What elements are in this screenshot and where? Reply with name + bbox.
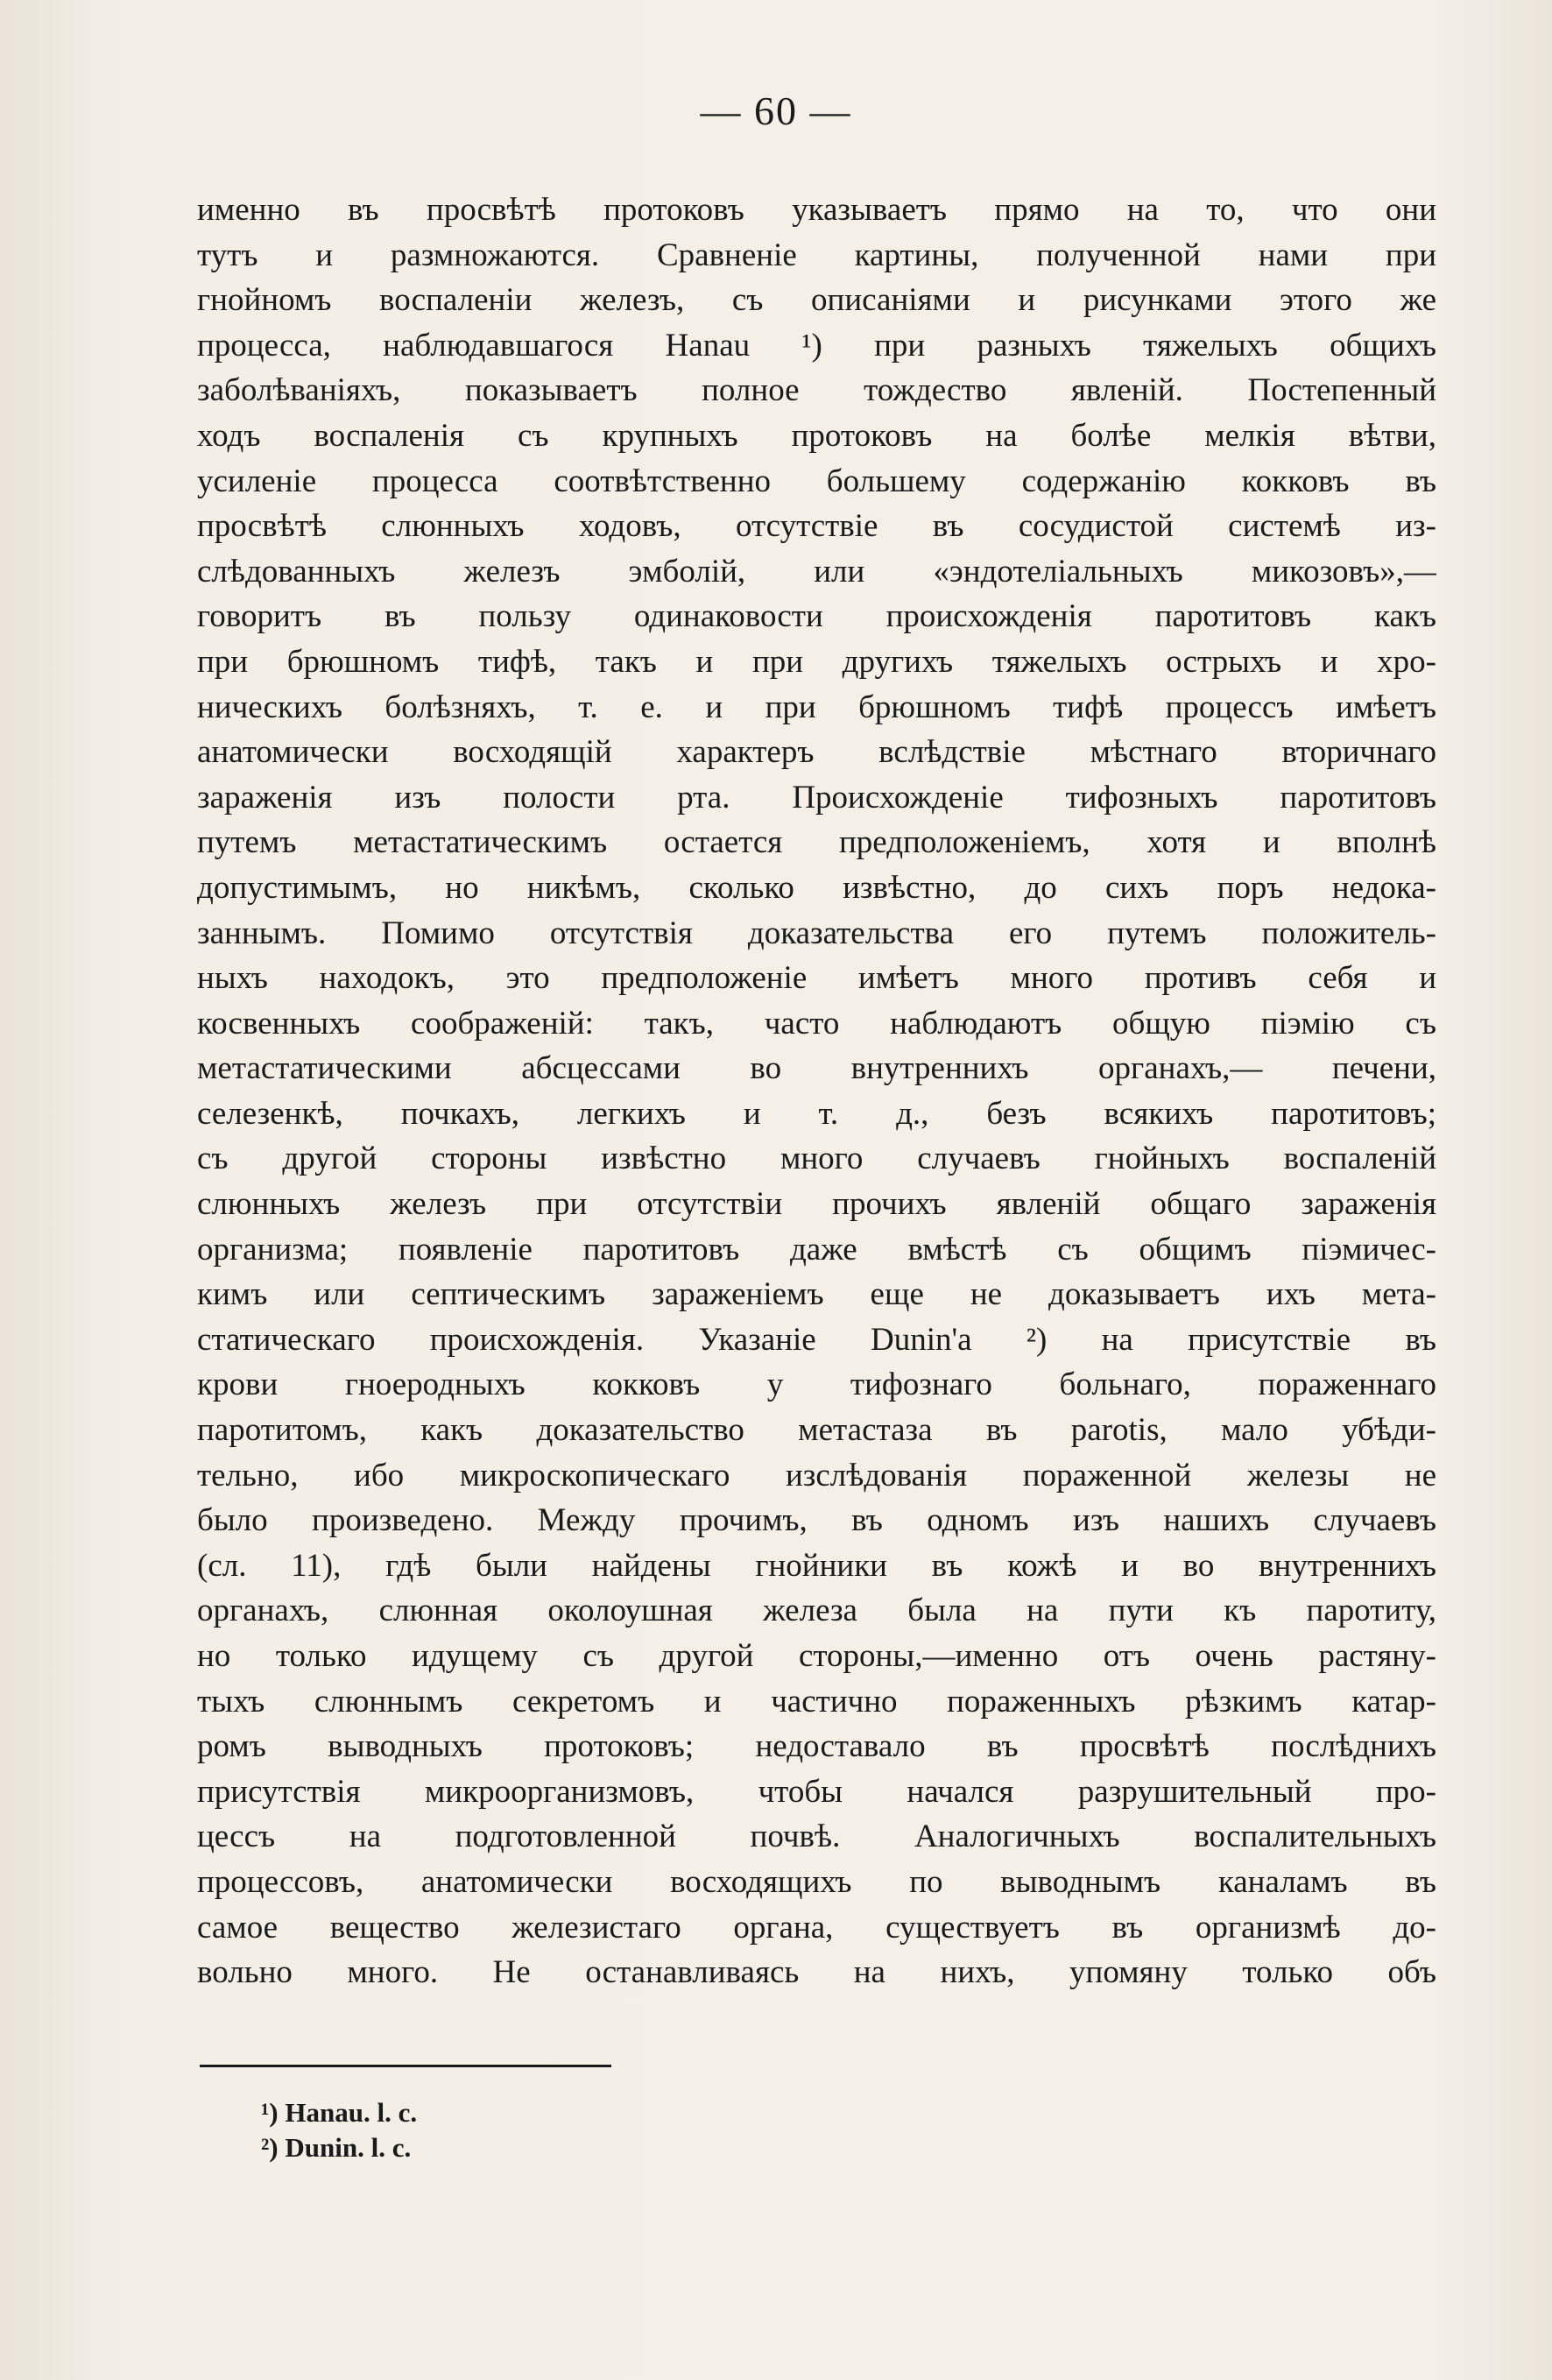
body-line: самое вещество железистаго органа, существуетъ въ организмѣ до- [197, 1909, 1436, 1946]
page-number: — 60 — [700, 88, 852, 133]
body-line: гнойномъ воспаленіи железъ, съ описаніями и рисунками этого же [197, 282, 1436, 319]
body-line: заболѣваніяхъ, показываетъ полное тождество явленій. Постепенный [197, 372, 1436, 409]
body-line: органахъ, слюнная околоушная железа была на пути къ паротиту, [197, 1593, 1436, 1629]
footnote-separator [200, 2065, 611, 2067]
body-line: ходъ воспаленія съ крупныхъ протоковъ на болѣе мелкія вѣтви, [197, 417, 1436, 454]
body-line: говоритъ въ пользу одинаковости происхожденія паротитовъ какъ [197, 598, 1436, 635]
body-line: заннымъ. Помимо отсутствія доказательства его путемъ положитель- [197, 915, 1436, 951]
body-line: паротитомъ, какъ доказательство метастаза въ parotis, мало убѣди- [197, 1412, 1436, 1449]
body-line: организма; появленіе паротитовъ даже вмѣстѣ съ общимъ піэмичес- [197, 1231, 1436, 1268]
body-line: просвѣтѣ слюнныхъ ходовъ, отсутствіе въ сосудистой системѣ из- [197, 508, 1436, 545]
body-line: (сл. 11), гдѣ были найдены гнойники въ кожѣ и во внутреннихъ [197, 1547, 1436, 1584]
body-line: путемъ метастатическимъ остается предположеніемъ, хотя и вполнѣ [197, 824, 1436, 861]
body-line: слѣдованныхъ железъ эмболій, или «эндотеліальныхъ микозовъ»,— [197, 553, 1436, 590]
body-line: крови гноеродныхъ кокковъ у тифознаго больнаго, пораженнаго [197, 1367, 1436, 1403]
body-line: ромъ выводныхъ протоковъ; недоставало въ просвѣтѣ послѣднихъ [197, 1728, 1436, 1765]
body-line: было произведено. Между прочимъ, въ одномъ изъ нашихъ случаевъ [197, 1502, 1436, 1539]
body-line: метастатическими абсцессами во внутреннихъ органахъ,— печени, [197, 1050, 1436, 1087]
body-line: тутъ и размножаются. Сравненіе картины, полученной нами при [197, 237, 1436, 273]
footnote-2: ²) Dunin. l. c. [261, 2132, 412, 2163]
body-line: статическаго происхожденія. Указаніе Dunin'a ²) на присутствіе въ [197, 1321, 1436, 1358]
body-line: усиленіе процесса соотвѣтственно большему содержанію кокковъ въ [197, 463, 1436, 499]
body-line: цессъ на подготовленной почвѣ. Аналогичныхъ воспалительныхъ [197, 1819, 1436, 1855]
body-line: именно въ просвѣтѣ протоковъ указываетъ прямо на то, что они [197, 192, 1436, 228]
footnotes [261, 2095, 417, 2165]
body-line: допустимымъ, но никѣмъ, сколько извѣстно, до сихъ поръ недока- [197, 869, 1436, 906]
body-text [197, 187, 1436, 1995]
body-line: присутствія микроорганизмовъ, чтобы начался разрушительный про- [197, 1773, 1436, 1810]
body-line: но только идущему съ другой стороны,—именно отъ очень растяну- [197, 1638, 1436, 1674]
body-line: процесса, наблюдавшагося Hanau ¹) при разныхъ тяжелыхъ общихъ [197, 327, 1436, 364]
body-line: кимъ или септическимъ зараженіемъ еще не доказываетъ ихъ мета- [197, 1276, 1436, 1313]
body-line: косвенныхъ соображеній: такъ, часто наблюдаютъ общую піэмію съ [197, 1005, 1436, 1042]
body-line: вольно много. Не останавливаясь на нихъ, упомяну только объ [197, 1954, 1436, 1991]
body-line: тыхъ слюннымъ секретомъ и частично пораженныхъ рѣзкимъ катар- [197, 1683, 1436, 1720]
body-line: анатомически восходящій характеръ вслѣдствіе мѣстнаго вторичнаго [197, 734, 1436, 771]
footnote-1: ¹) Hanau. l. c. [261, 2097, 418, 2128]
body-line: ническихъ болѣзняхъ, т. е. и при брюшномъ тифѣ процессъ имѣетъ [197, 689, 1436, 725]
body-line: зараженія изъ полости рта. Происхожденіе тифозныхъ паротитовъ [197, 779, 1436, 816]
body-line: тельно, ибо микроскопическаго изслѣдованія пораженной железы не [197, 1457, 1436, 1494]
body-line: при брюшномъ тифѣ, такъ и при другихъ тяжелыхъ острыхъ и хро- [197, 643, 1436, 680]
body-line: ныхъ находокъ, это предположеніе имѣетъ много противъ себя и [197, 960, 1436, 997]
body-line: слюнныхъ железъ при отсутствіи прочихъ явленій общаго зараженія [197, 1186, 1436, 1223]
body-line: процессовъ, анатомически восходящихъ по выводнымъ каналамъ въ [197, 1863, 1436, 1900]
body-line: селезенкѣ, почкахъ, легкихъ и т. д., безъ всякихъ паротитовъ; [197, 1095, 1436, 1132]
body-line: съ другой стороны извѣстно много случаевъ гнойныхъ воспаленій [197, 1141, 1436, 1177]
